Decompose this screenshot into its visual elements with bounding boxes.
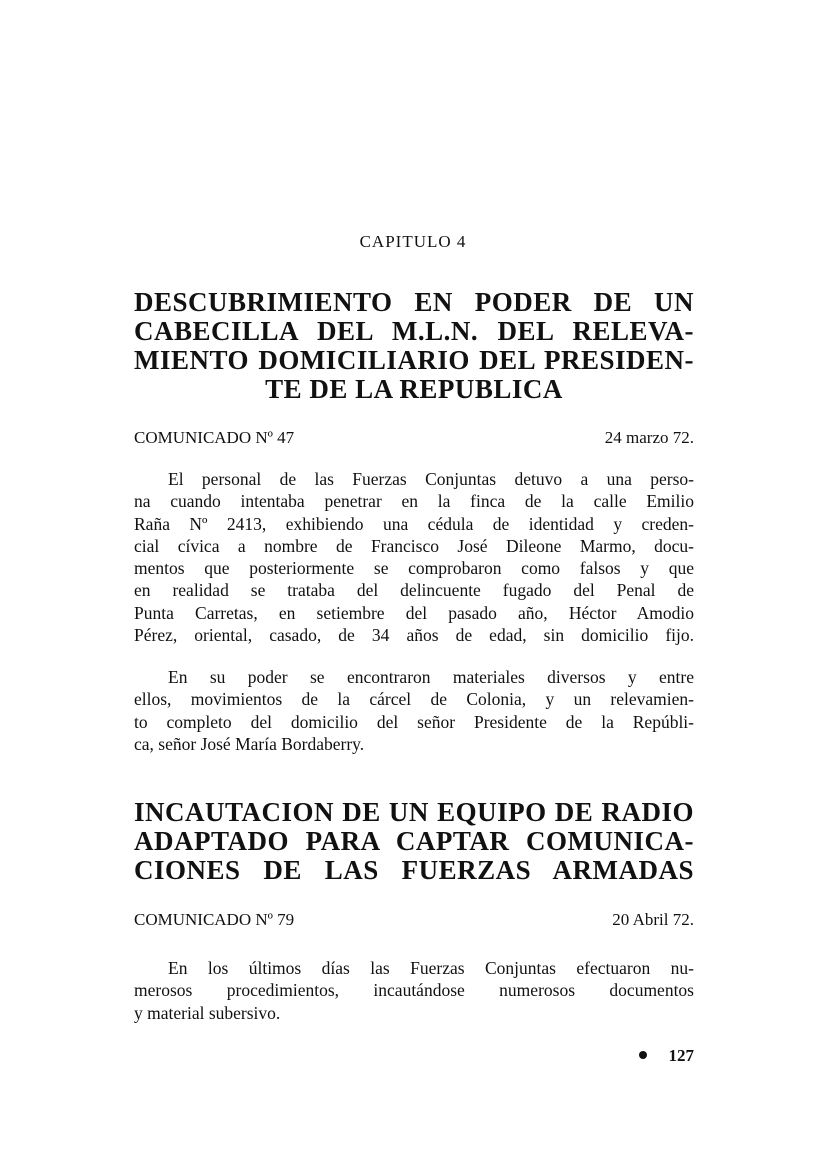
paragraph-2 <box>134 666 694 755</box>
paragraph-1 <box>134 468 694 646</box>
communique-line-2 <box>134 910 694 930</box>
heading-line: TE DE LA REPUBLICA <box>265 374 563 404</box>
heading-line: INCAUTACION DE UN EQUIPO DE RADIO <box>134 797 694 827</box>
communique-number: COMUNICADO Nº 79 <box>134 910 295 929</box>
text-line: Raña Nº 2413, exhibiendo una cédula de identidad y creden- <box>134 513 694 534</box>
text-line: to completo del domicilio del señor Presidente de la Repúbli- <box>134 711 694 732</box>
communique-date: 24 marzo 72. <box>604 428 694 447</box>
heading-line: CABECILLA DEL M.L.N. DEL RELEVA- <box>134 316 694 346</box>
communique-date: 20 Abril 72. <box>612 910 694 929</box>
page-number <box>620 1046 694 1066</box>
heading-line: CIONES DE LAS FUERZAS ARMADAS <box>134 855 694 885</box>
chapter-label: CAPITULO 4 <box>359 232 467 251</box>
text-line: ca, señor José María Bordaberry. <box>134 733 365 754</box>
heading-line: DESCUBRIMIENTO EN PODER DE UN <box>134 287 694 317</box>
bullet-icon <box>639 1051 647 1059</box>
section-heading-1 <box>134 288 694 404</box>
text-line: El personal de las Fuerzas Conjuntas detuvo a una perso- <box>168 469 694 489</box>
section-heading-2 <box>134 798 694 885</box>
heading-line: ADAPTADO PARA CAPTAR COMUNICA- <box>134 826 694 856</box>
text-line: En los últimos días las Fuerzas Conjuntas efectuaron nu- <box>168 958 694 978</box>
text-line: ellos, movimientos de la cárcel de Colonia, y un relevamien- <box>134 689 694 710</box>
text-line: mentos que posteriormente se comprobaron como falsos y que <box>134 558 694 579</box>
text-line: na cuando intentaba penetrar en la finca de la calle Emilio <box>134 491 694 512</box>
page-number-text: 127 <box>668 1046 694 1065</box>
text-line: Punta Carretas, en setiembre del pasado año, Héctor Amodio <box>134 602 694 623</box>
communique-number: COMUNICADO Nº 47 <box>134 428 295 447</box>
text-line: cial cívica a nombre de Francisco José Dileone Marmo, docu- <box>134 535 694 556</box>
text-line: y material subersivo. <box>134 1002 281 1023</box>
text-line: merosos procedimientos, incautándose numerosos documentos <box>134 980 694 1001</box>
communique-line-1 <box>134 428 694 448</box>
text-line: Pérez, oriental, casado, de 34 años de edad, sin domicilio fijo. <box>134 625 694 646</box>
text-line: En su poder se encontraron materiales diversos y entre <box>168 667 694 687</box>
heading-line: MIENTO DOMICILIARIO DEL PRESIDEN- <box>134 345 694 375</box>
text-line: en realidad se trataba del delincuente fugado del Penal de <box>134 580 694 601</box>
paragraph-3 <box>134 957 694 1024</box>
